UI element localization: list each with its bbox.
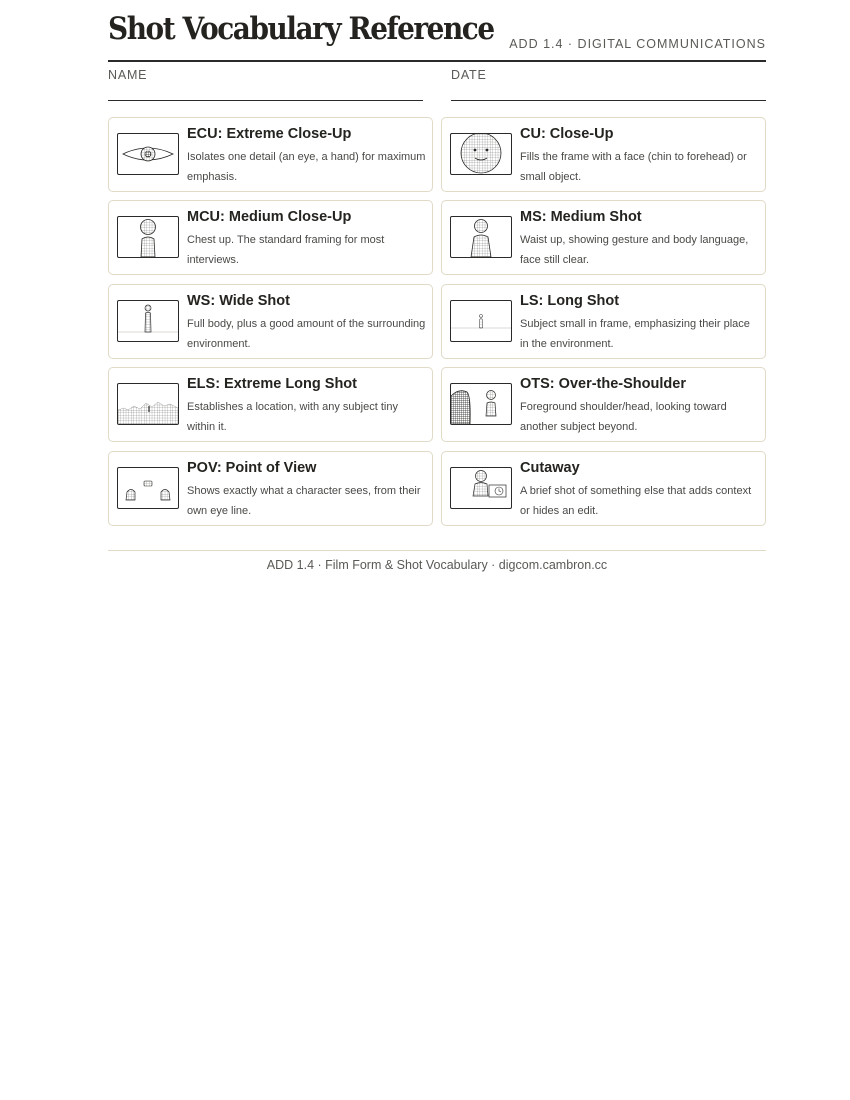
shot-card-els	[108, 367, 433, 442]
shot-title: MCU: Medium Close-Up	[187, 209, 352, 225]
shot-card-cu	[441, 117, 766, 192]
shot-description: Chest up. The standard framing for most interviews.	[187, 234, 385, 266]
shot-card-cutaway	[441, 451, 766, 526]
shot-description: Fills the frame with a face (chin to forehead) or small object.	[520, 151, 747, 183]
face-icon	[450, 133, 512, 175]
shot-description: Waist up, showing gesture and body language, face still clear.	[520, 234, 749, 266]
name-field[interactable]	[108, 68, 423, 101]
full-body-figure-icon	[117, 300, 179, 342]
small-figure-icon	[450, 300, 512, 342]
shot-title: OTS: Over-the-Shoulder	[520, 376, 686, 392]
student-fields	[108, 68, 766, 102]
date-input[interactable]	[451, 83, 766, 99]
waist-up-figure-icon	[450, 216, 512, 258]
shot-description: Subject small in frame, emphasizing their place in the environment.	[520, 318, 750, 350]
date-field[interactable]	[451, 68, 766, 101]
over-shoulder-icon	[450, 383, 512, 425]
reference-sheet	[108, 0, 766, 572]
shot-description: Shows exactly what a character sees, from their own eye line.	[187, 485, 421, 517]
date-label: DATE	[451, 68, 487, 82]
shot-title: POV: Point of View	[187, 460, 317, 476]
header	[108, 0, 766, 62]
shot-description: A brief shot of something else that adds context or hides an edit.	[520, 485, 752, 517]
course-subtitle: ADD 1.4 · DIGITAL COMMUNICATIONS	[509, 37, 766, 51]
shot-title: MS: Medium Shot	[520, 209, 642, 225]
shot-description: Full body, plus a good amount of the surrounding environment.	[187, 318, 426, 350]
shot-title: WS: Wide Shot	[187, 293, 290, 309]
name-input[interactable]	[108, 83, 423, 99]
shot-card-ecu	[108, 117, 433, 192]
name-label: NAME	[108, 68, 148, 82]
chest-up-figure-icon	[117, 216, 179, 258]
eye-icon	[117, 133, 179, 175]
shot-card-ms	[441, 200, 766, 275]
shot-description: Foreground shoulder/head, looking toward another subject beyond.	[520, 401, 727, 433]
shot-card-pov	[108, 451, 433, 526]
shot-title: CU: Close-Up	[520, 126, 614, 142]
shot-description: Isolates one detail (an eye, a hand) for maximum emphasis.	[187, 151, 426, 183]
footer: ADD 1.4 · Film Form & Shot Vocabulary · digcom.cambron.cc	[108, 550, 766, 572]
shot-title: Cutaway	[520, 460, 580, 476]
shot-card-ls	[441, 284, 766, 359]
shot-title: ELS: Extreme Long Shot	[187, 376, 357, 392]
shot-card-mcu	[108, 200, 433, 275]
shot-card-ots	[441, 367, 766, 442]
figure-clock-icon	[450, 467, 512, 509]
landscape-icon	[117, 383, 179, 425]
shot-title: LS: Long Shot	[520, 293, 620, 309]
shot-title: ECU: Extreme Close-Up	[187, 126, 352, 142]
shot-description: Establishes a location, with any subject tiny within it.	[187, 401, 398, 433]
shot-card-ws	[108, 284, 433, 359]
hands-pov-icon	[117, 467, 179, 509]
page-title: Shot Vocabulary Reference	[108, 11, 494, 47]
